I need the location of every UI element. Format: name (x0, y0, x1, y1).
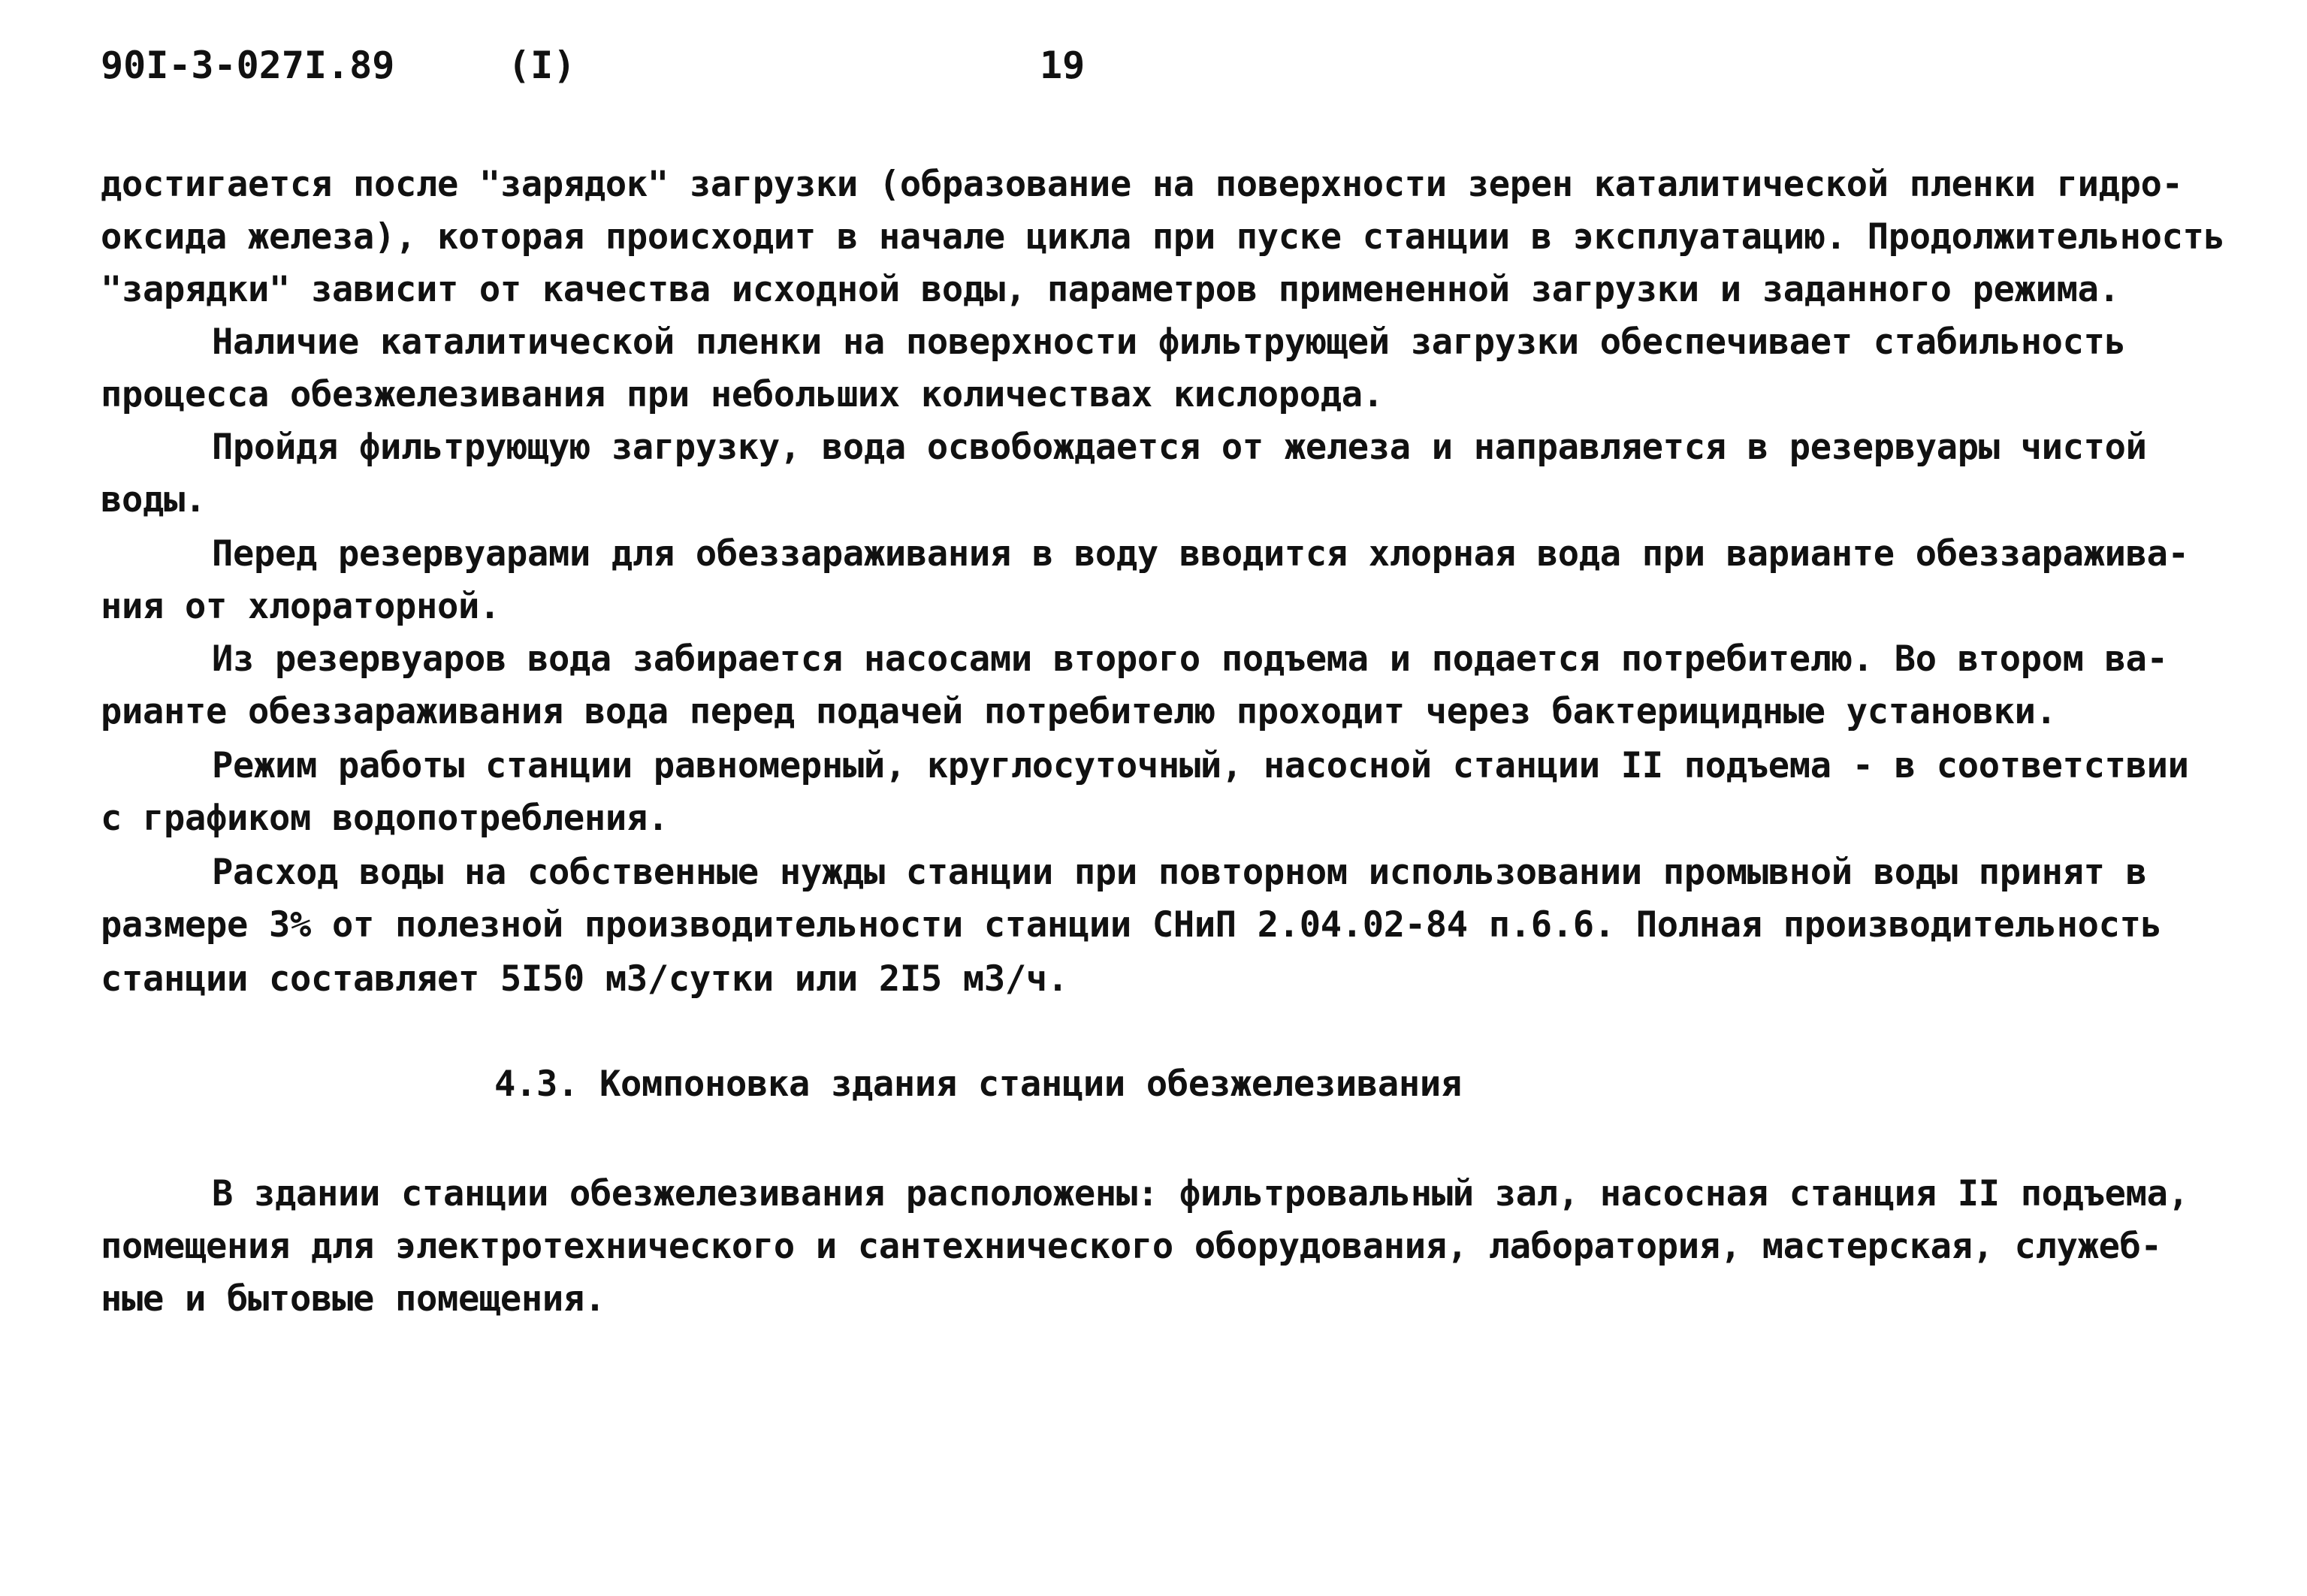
text-line: достигается после "зарядок" загрузки (образование на поверхности зерен каталитической пленки гидро- (101, 164, 2183, 205)
text-line: Перед резервуарами для обеззараживания в воду вводится хлорная вода при варианте обеззаражива- (212, 533, 2189, 575)
text-line: ные и бытовые помещения. (101, 1278, 605, 1320)
text-line: с графиком водопотребления. (101, 798, 669, 839)
text-line: процесса обезжелезивания при небольших количествах кислорода. (101, 374, 1384, 415)
page-number: 19 (1040, 44, 1086, 87)
text-line: Режим работы станции равномерный, круглосуточный, насосной станции II подъема - в соответствии (212, 745, 2189, 786)
text-line: Расход воды на собственные нужды станции при повторном использовании промывной воды принят в (212, 852, 2147, 893)
text-line: рианте обеззараживания вода перед подачей потребителю проходит через бактерицидные установки. (101, 691, 2057, 732)
text-line: оксида железа), которая происходит в начале цикла при пуске станции в эксплуатацию. Продолжительность (101, 216, 2225, 258)
text-line: Пройдя фильтрующую загрузку, вода освобождается от железа и направляется в резервуары чистой (212, 427, 2147, 468)
text-line: "зарядки" зависит от качества исходной воды, параметров примененной загрузки и заданного режима. (101, 269, 2120, 310)
text-line: воды. (101, 479, 206, 520)
document-part: (I) (508, 44, 576, 87)
text-line: станции составляет 5I50 м3/сутки или 2I5 м3/ч. (101, 958, 1068, 1000)
text-line: В здании станции обезжелезивания расположены: фильтровальный зал, насосная станция II подъема, (212, 1173, 2189, 1214)
text-line: Из резервуаров вода забирается насосами второго подъема и подается потребителю. Во втором ва- (212, 638, 2168, 680)
section-heading: 4.3. Компоновка здания станции обезжелезивания (494, 1063, 1462, 1105)
text-line: помещения для электротехнического и сантехнического оборудования, лаборатория, мастерская, служеб- (101, 1226, 2162, 1267)
text-line: ния от хлораторной. (101, 586, 500, 627)
document-code: 90I-3-027I.89 (101, 44, 395, 87)
text-line: Наличие каталитической пленки на поверхности фильтрующей загрузки обеспечивает стабильность (212, 321, 2126, 363)
text-line: размере 3% от полезной производительности станции СНиП 2.04.02-84 п.6.6. Полная производительность (101, 904, 2162, 946)
